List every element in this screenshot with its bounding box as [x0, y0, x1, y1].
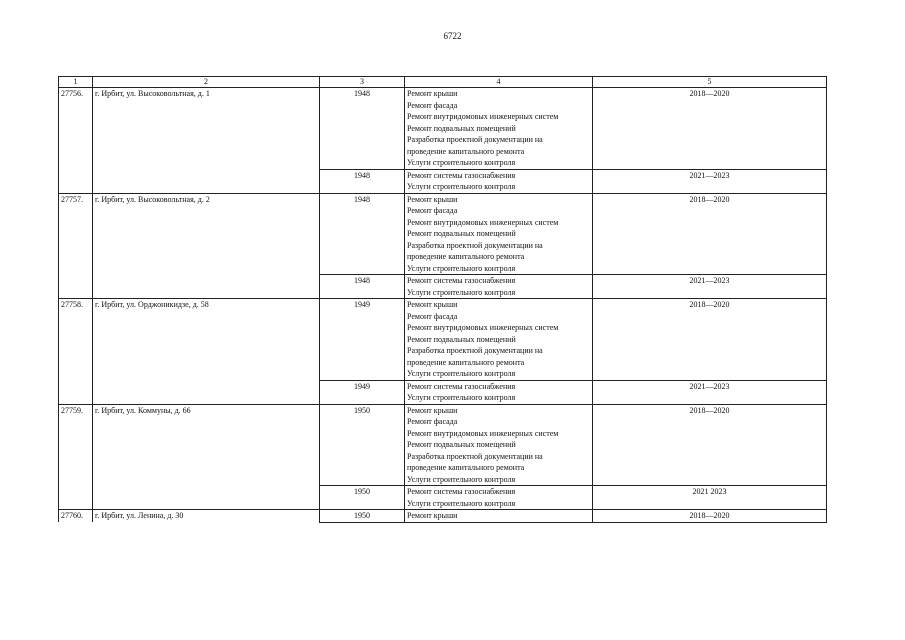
- work-item: Ремонт фасада: [407, 100, 458, 110]
- repair-period: 2018—2020: [593, 510, 827, 523]
- work-item: Ремонт системы газоснабжения: [407, 276, 516, 285]
- works-list: [405, 299, 593, 381]
- work-item: Услуги строительного контроля: [407, 369, 516, 378]
- work-item: Услуги строительного контроля: [407, 182, 516, 191]
- column-header-2: 2: [93, 77, 320, 88]
- work-item: Ремонт фасада: [407, 206, 458, 215]
- build-year: 1950: [320, 510, 405, 523]
- table-body: [59, 77, 827, 523]
- entry-address: г. Ирбит, ул. Высоковольтная, д. 1: [93, 88, 320, 194]
- build-year: 1949: [320, 380, 405, 404]
- repair-period: 2018—2020: [593, 299, 827, 381]
- work-item: проведение капитального ремонта: [407, 463, 525, 472]
- work-item: Ремонт крыши: [407, 511, 458, 520]
- entry-address: г. Ирбит, ул. Ленина, д. 30: [93, 510, 320, 523]
- entry-number: 27757.: [59, 193, 93, 299]
- work-item: Ремонт фасада: [407, 311, 458, 321]
- repair-period: 2018—2020: [593, 88, 827, 170]
- works-list: [405, 193, 593, 275]
- build-year: 1948: [320, 169, 405, 193]
- repair-period: 2021 2023: [593, 486, 827, 510]
- work-item: Услуги строительного контроля: [407, 158, 516, 167]
- repair-period: 2021—2023: [593, 275, 827, 299]
- work-item: Ремонт внутридомовых инженерных систем: [407, 217, 559, 227]
- build-year: 1950: [320, 404, 405, 486]
- work-item: Ремонт подвальных помещений: [407, 334, 516, 344]
- work-item: Разработка проектной документации на: [407, 451, 543, 461]
- work-item: проведение капитального ремонта: [407, 252, 525, 261]
- work-item: Ремонт подвальных помещений: [407, 440, 516, 449]
- works-list: [405, 486, 593, 510]
- work-item: Ремонт системы газоснабжения: [407, 487, 516, 496]
- work-item: Услуги строительного контроля: [407, 498, 516, 508]
- work-item: Разработка проектной документации на: [407, 346, 543, 355]
- work-item: Ремонт крыши: [407, 300, 458, 309]
- entry-address: г. Ирбит, ул. Орджоникидзе, д. 58: [93, 299, 320, 405]
- repair-period: 2021—2023: [593, 380, 827, 404]
- works-list: [405, 380, 593, 404]
- column-header-1: 1: [59, 77, 93, 88]
- entry-address: г. Ирбит, ул. Коммуны, д. 66: [93, 404, 320, 510]
- work-item: Ремонт подвальных помещений: [407, 229, 516, 238]
- entry-number: 27760.: [59, 510, 93, 523]
- work-item: Ремонт внутридомовых инженерных систем: [407, 323, 559, 332]
- table-row: [59, 88, 827, 170]
- build-year: 1949: [320, 299, 405, 381]
- work-item: Ремонт крыши: [407, 89, 458, 98]
- works-list: [405, 510, 593, 523]
- works-list: [405, 88, 593, 170]
- work-item: Ремонт внутридомовых инженерных систем: [407, 428, 559, 438]
- work-item: Ремонт подвальных помещений: [407, 123, 516, 133]
- entry-number: 27759.: [59, 404, 93, 510]
- work-item: Ремонт внутридомовых инженерных систем: [407, 112, 559, 121]
- work-item: Разработка проектной документации на: [407, 135, 543, 144]
- table-row: [59, 299, 827, 381]
- table-row: [59, 404, 827, 486]
- work-item: проведение капитального ремонта: [407, 146, 525, 156]
- table-header-row: [59, 77, 827, 88]
- page-number: 6722: [443, 31, 462, 41]
- work-item: Ремонт системы газоснабжения: [407, 381, 516, 391]
- work-item: Услуги строительного контроля: [407, 474, 516, 484]
- work-item: Ремонт фасада: [407, 417, 458, 426]
- works-list: [405, 169, 593, 193]
- repair-period: 2018—2020: [593, 193, 827, 275]
- works-list: [405, 404, 593, 486]
- work-item: Услуги строительного контроля: [407, 263, 516, 273]
- work-item: Ремонт крыши: [407, 405, 458, 415]
- build-year: 1948: [320, 275, 405, 299]
- column-header-5: 5: [593, 77, 827, 88]
- build-year: 1950: [320, 486, 405, 510]
- column-header-3: 3: [320, 77, 405, 88]
- work-item: Ремонт системы газоснабжения: [407, 170, 516, 180]
- entry-number: 27758.: [59, 299, 93, 405]
- work-item: Услуги строительного контроля: [407, 287, 516, 297]
- work-item: Разработка проектной документации на: [407, 240, 543, 250]
- build-year: 1948: [320, 193, 405, 275]
- work-item: проведение капитального ремонта: [407, 357, 525, 367]
- works-list: [405, 275, 593, 299]
- repair-period: 2018—2020: [593, 404, 827, 486]
- column-header-4: 4: [405, 77, 593, 88]
- work-item: Ремонт крыши: [407, 194, 458, 204]
- entry-number: 27756.: [59, 88, 93, 194]
- entry-address: г. Ирбит, ул. Высоковольтная, д. 2: [93, 193, 320, 299]
- table-row: [59, 510, 827, 523]
- table-row: [59, 193, 827, 275]
- build-year: 1948: [320, 88, 405, 170]
- work-item: Услуги строительного контроля: [407, 393, 516, 402]
- repair-schedule-table: [58, 76, 827, 523]
- repair-period: 2021—2023: [593, 169, 827, 193]
